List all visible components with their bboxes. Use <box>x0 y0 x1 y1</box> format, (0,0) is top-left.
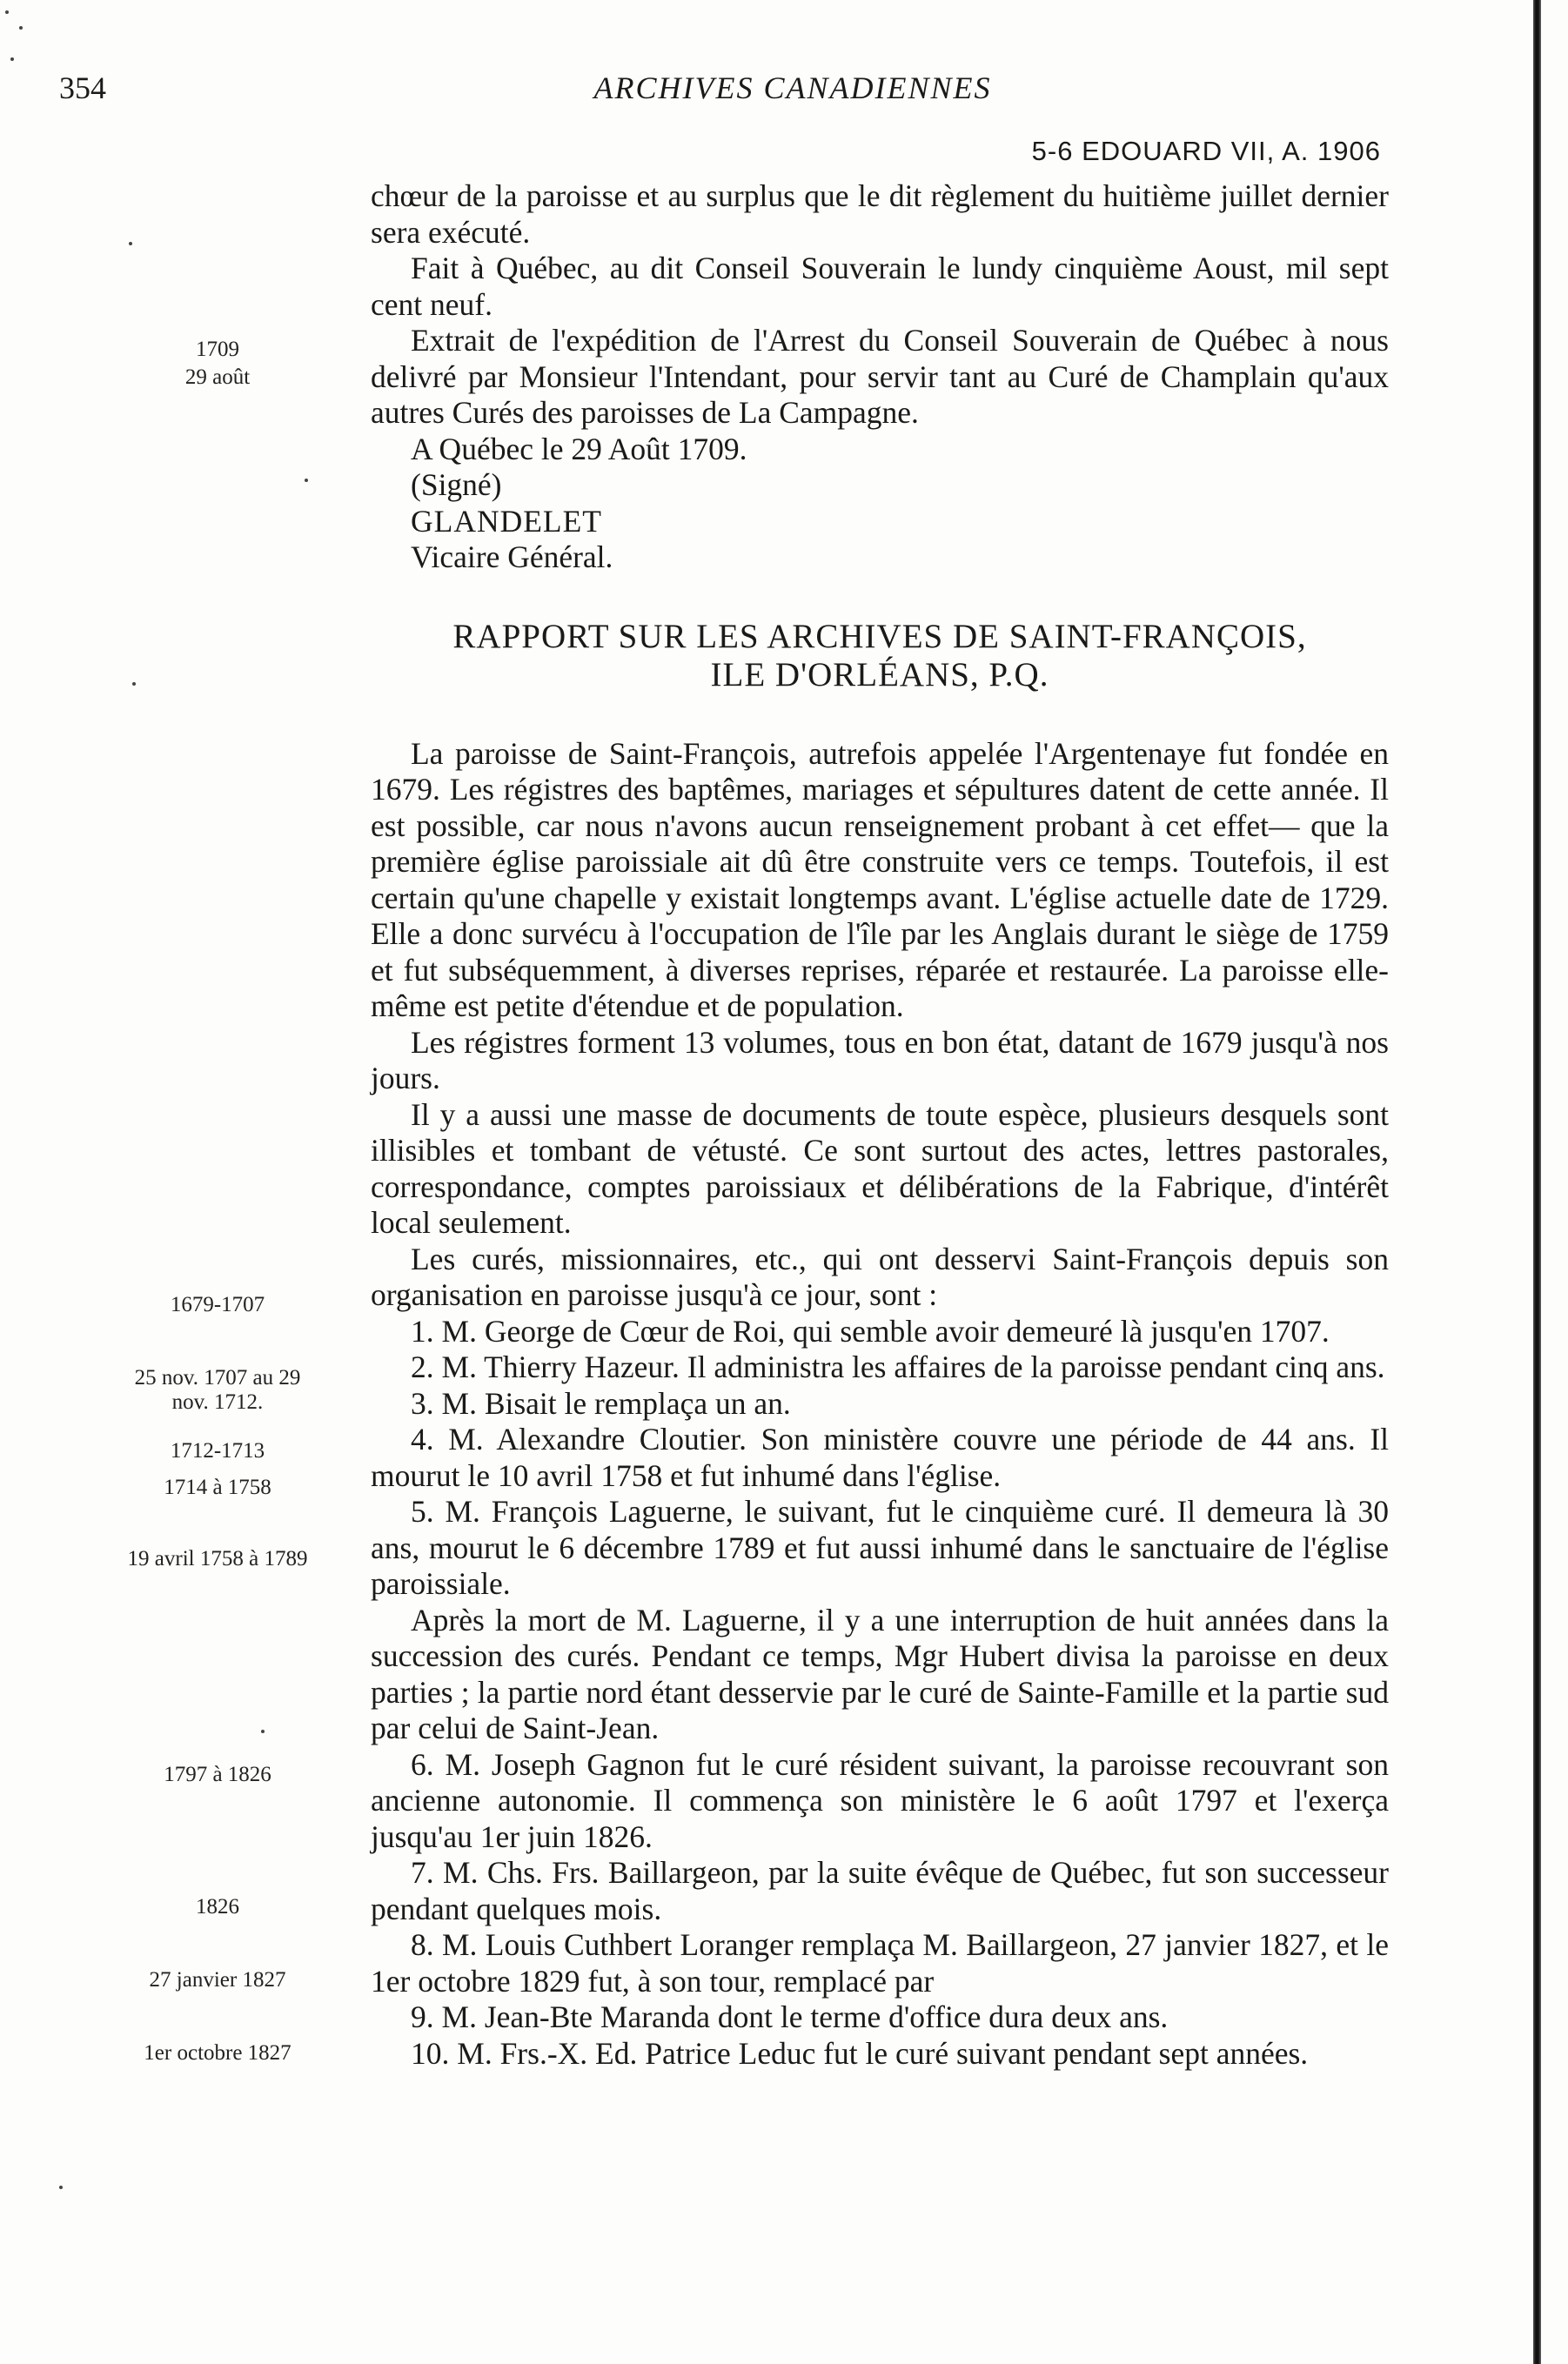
margin-note-1826: 1826 <box>196 1895 239 1919</box>
scan-edge-rule <box>1533 0 1541 2364</box>
scan-speck <box>305 479 308 482</box>
scan-speck <box>10 57 14 61</box>
signature-signe: (Signé) <box>411 467 502 502</box>
margin-note-1709-year: 1709 <box>196 338 239 361</box>
list-item-1: 1. M. George de Cœur de Roi, qui semble avoir demeuré là jusqu'en 1707. <box>411 1313 1330 1349</box>
margin-note-1797-1826: 1797 à 1826 <box>164 1763 271 1786</box>
paragraph-cures: Les curés, missionnaires, etc., qui ont desservi Saint-François depuis son organisation en paroisse jusqu'à ce jour, sont : <box>371 1241 1389 1312</box>
scan-speck <box>19 26 23 30</box>
page-number: 354 <box>59 70 106 105</box>
margin-notes <box>0 0 365 2364</box>
list-item-7: 7. M. Chs. Frs. Baillargeon, par la suite évêque de Québec, fut son successeur pendant quelques mois. <box>371 1855 1389 1926</box>
margin-note-1714-1758: 1714 à 1758 <box>164 1476 271 1499</box>
section-heading <box>371 618 1389 694</box>
margin-note-1712-1713: 1712-1713 <box>170 1439 265 1463</box>
list-item-9: 9. M. Jean-Bte Maranda dont le terme d'office dura deux ans. <box>411 1999 1169 2034</box>
signature-name: GLANDELET <box>411 503 602 539</box>
paragraph-fait: Fait à Québec, au dit Conseil Souverain le lundy cinquième Aoust, mil sept cent neuf. <box>371 251 1389 322</box>
margin-note-1827: 27 janvier 1827 <box>149 1968 286 1992</box>
session-header: 5-6 EDOUARD VII, A. 1906 <box>1031 136 1381 166</box>
margin-note-1707-line1: 25 nov. 1707 au 29 <box>134 1366 301 1390</box>
section-heading-line1: RAPPORT SUR LES ARCHIVES DE SAINT-FRANÇOIS, <box>452 617 1307 655</box>
margin-note-1829: 1er octobre 1827 <box>144 2041 291 2065</box>
margin-note-1707-line2: nov. 1712. <box>171 1390 264 1414</box>
scan-speck <box>261 1730 265 1733</box>
list-item-6: 6. M. Joseph Gagnon fut le curé résident suivant, la paroisse recouvrant son ancienne autonomie. Il commença son ministère le 6 août 1797 et l'exerça jusqu'au 1er juin 1826. <box>371 1746 1389 1854</box>
list-item-5: 5. M. François Laguerne, le suivant, fut le cinquième curé. Il demeura là 30 ans, mourut le 6 décembre 1789 et fut aussi inhumé dans le sanctuaire de l'église paroissiale. <box>371 1494 1389 1601</box>
paragraph-paroisse: La paroisse de Saint-François, autrefois appelée l'Argentenaye fut fondée en 1679. Les régistres des baptêmes, mariages et sépultures datent de cette année. Il est possible, car nous n'avons aucun renseignement probant à cet effet— que la première église paroissiale ait dû être construite vers ce temps. Toutefois, il est certain qu'une chapelle y existait longtemps avant. L'église actuelle date de 1729. Elle a donc survécu à l'occupation de l'île par les Anglais durant le siège de 1759 et fut subséquemment, à diverses reprises, réparée et restaurée. La paroisse elle-même est petite d'étendue et de population. <box>371 735 1389 1023</box>
margin-note-1679-1707: 1679-1707 <box>170 1293 265 1316</box>
list-item-4: 4. M. Alexandre Cloutier. Son ministère couvre une période de 44 ans. Il mourut le 10 avril 1758 et fut inhumé dans l'église. <box>371 1422 1389 1493</box>
paragraph-choeur: chœur de la paroisse et au surplus que le dit règlement du huitième juillet dernier sera exécuté. <box>371 178 1389 250</box>
section-heading-line2: ILE D'ORLÉANS, P.Q. <box>710 655 1049 693</box>
paragraph-masse: Il y a aussi une masse de documents de toute espèce, plusieurs desquels sont illisibles et tombant de vétusté. Ce sont surtout des actes, lettres pastorales, correspondance, comptes paroissiaux et délibérations de la Fabrique, d'intérêt local seulement. <box>371 1096 1389 1240</box>
margin-note-1758-1789: 19 avril 1758 à 1789 <box>127 1547 308 1570</box>
paragraph-quebec-date: A Québec le 29 Août 1709. <box>411 431 747 466</box>
list-item-2: 2. M. Thierry Hazeur. Il administra les affaires de la paroisse pendant cinq ans. <box>411 1349 1385 1384</box>
main-text <box>371 178 1389 2072</box>
scan-speck <box>129 242 132 245</box>
running-title: ARCHIVES CANADIENNES <box>593 70 992 105</box>
margin-note-1709-date: 29 août <box>184 365 251 389</box>
paragraph-registres: Les régistres forment 13 volumes, tous en bon état, datant de 1679 jusqu'à nos jours. <box>371 1024 1389 1095</box>
list-item-3: 3. M. Bisait le remplaça un an. <box>411 1385 791 1421</box>
paragraph-extrait: Extrait de l'expédition de l'Arrest du Conseil Souverain de Québec à nous delivré par Monsieur l'Intendant, pour servir tant au Curé de Champlain qu'aux autres Curés des paroisses de La Campagne. <box>371 323 1389 430</box>
list-item-8: 8. M. Louis Cuthbert Loranger remplaça M. Baillargeon, 27 janvier 1827, et le 1er octobre 1829 fut, à son tour, remplacé par <box>371 1927 1389 1999</box>
list-item-10: 10. M. Frs.-X. Ed. Patrice Leduc fut le curé suivant pendant sept années. <box>411 2035 1309 2071</box>
signature-title: Vicaire Général. <box>411 539 613 574</box>
scan-speck <box>5 10 9 14</box>
scan-speck <box>59 2186 63 2189</box>
paragraph-apres: Après la mort de M. Laguerne, il y a une interruption de huit années dans la succession des curés. Pendant ce temps, Mgr Hubert divisa la paroisse en deux parties ; la partie nord étant desservie par le curé de Sainte-Famille et la partie sud par celui de Saint-Jean. <box>371 1602 1389 1745</box>
scan-speck <box>132 682 136 686</box>
